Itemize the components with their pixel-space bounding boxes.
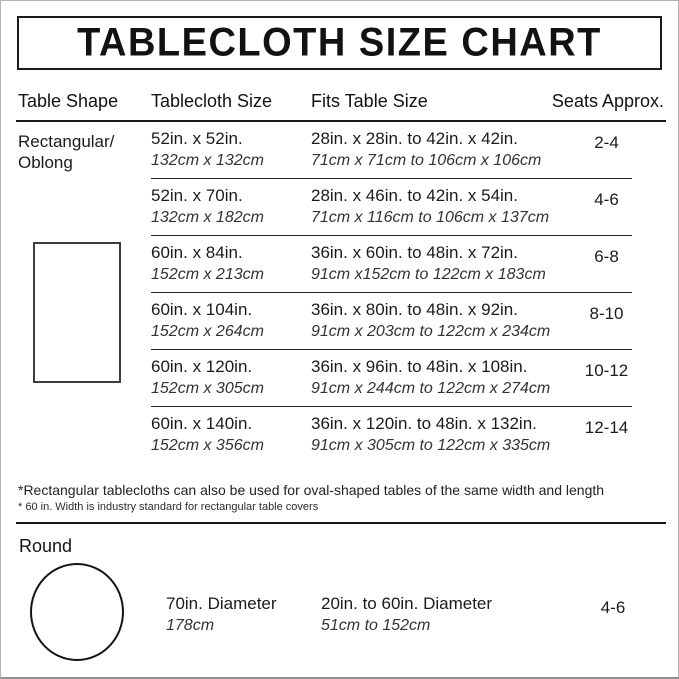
- title-banner: [17, 16, 662, 70]
- column-header-table-shape: Table Shape: [18, 91, 119, 111]
- rectangular-size-table: [151, 122, 665, 464]
- round-section-label: Round: [19, 536, 73, 556]
- seats-cell: 4-6: [594, 190, 619, 209]
- tablecloth-size-cell: [151, 356, 311, 407]
- size-inches: 52in. x 70in.: [151, 186, 243, 205]
- tablecloth-size-cell: [151, 299, 311, 350]
- seats-cell: 8-10: [589, 304, 624, 323]
- shape-label-line2: Oblong: [18, 153, 73, 172]
- size-inches: 60in. x 140in.: [151, 414, 253, 433]
- size-cm: 152cm x 305cm: [151, 380, 264, 397]
- fits-inches: 28in. x 46in. to 42in. x 54in.: [311, 186, 518, 205]
- tablecloth-size-cell: [166, 593, 321, 636]
- fits-inches: 28in. x 28in. to 42in. x 42in.: [311, 129, 518, 148]
- fits-table-size-cell: [321, 593, 561, 636]
- size-inches: 60in. x 104in.: [151, 300, 253, 319]
- fits-inches: 36in. x 120in. to 48in. x 132in.: [311, 414, 537, 433]
- size-cm: 132cm x 132cm: [151, 152, 264, 169]
- fits-table-size-cell: [311, 413, 551, 464]
- fits-cm: 71cm x 116cm to 106cm x 137cm: [311, 209, 550, 226]
- shape-label-line1: Rectangular/: [18, 132, 115, 151]
- round-size-table-row: [166, 593, 665, 636]
- size-cm: 152cm x 264cm: [151, 323, 264, 340]
- footnote-oval: *Rectangular tablecloths can also be used for oval-shaped tables of the same width and length: [18, 482, 605, 498]
- column-header-fits-table-size: Fits Table Size: [311, 91, 428, 111]
- fits-table-size-cell: [311, 242, 548, 293]
- fits-inches: 36in. x 96in. to 48in. x 108in.: [311, 357, 528, 376]
- size-cm: 178cm: [166, 617, 215, 634]
- page-title: TABLECLOTH SIZE CHART: [77, 20, 602, 65]
- seats-cell: 12-14: [584, 418, 629, 437]
- seats-cell: 10-12: [584, 361, 629, 380]
- size-cm: 132cm x 182cm: [151, 209, 264, 226]
- rectangle-table-icon: [33, 242, 121, 383]
- fits-table-size-cell: [311, 356, 551, 407]
- tablecloth-size-cell: [151, 242, 311, 293]
- table-row: [151, 350, 665, 407]
- tablecloth-size-cell: [151, 128, 311, 179]
- fits-inches: 20in. to 60in. Diameter: [321, 594, 493, 613]
- column-header-tablecloth-size: Tablecloth Size: [151, 91, 273, 111]
- footnote-width-standard: * 60 in. Width is industry standard for rectangular table covers: [18, 501, 319, 513]
- seats-cell: 4-6: [600, 598, 626, 617]
- table-row: [151, 293, 665, 350]
- fits-inches: 36in. x 60in. to 48in. x 72in.: [311, 243, 518, 262]
- section-divider: [16, 522, 666, 524]
- tablecloth-size-cell: [151, 413, 311, 464]
- table-row: [151, 236, 665, 293]
- seats-cell: 6-8: [594, 247, 619, 266]
- fits-inches: 36in. x 80in. to 48in. x 92in.: [311, 300, 518, 319]
- fits-cm: 91cm x 203cm to 122cm x 234cm: [311, 323, 551, 340]
- table-row: [151, 179, 665, 236]
- size-cm: 152cm x 213cm: [151, 266, 264, 283]
- fits-table-size-cell: [311, 299, 551, 350]
- size-inches: 60in. x 120in.: [151, 357, 253, 376]
- column-header-seats-approx: Seats Approx.: [551, 91, 664, 111]
- table-row: [151, 407, 665, 464]
- fits-cm: 91cm x152cm to 122cm x 183cm: [311, 266, 546, 283]
- seats-cell: 2-4: [594, 133, 619, 152]
- fits-cm: 91cm x 305cm to 122cm x 335cm: [311, 437, 551, 454]
- size-inches: 60in. x 84in.: [151, 243, 243, 262]
- round-table-icon: [30, 563, 124, 661]
- fits-table-size-cell: [311, 128, 548, 179]
- size-inches: 70in. Diameter: [166, 594, 277, 613]
- size-inches: 52in. x 52in.: [151, 129, 243, 148]
- fits-table-size-cell: [311, 185, 548, 236]
- table-row: [151, 122, 665, 179]
- shape-label-rectangular-oblong: [18, 131, 143, 173]
- fits-cm: 71cm x 71cm to 106cm x 106cm: [311, 152, 542, 169]
- tablecloth-size-cell: [151, 185, 311, 236]
- size-cm: 152cm x 356cm: [151, 437, 264, 454]
- fits-cm: 51cm to 152cm: [321, 617, 431, 634]
- fits-cm: 91cm x 244cm to 122cm x 274cm: [311, 380, 551, 397]
